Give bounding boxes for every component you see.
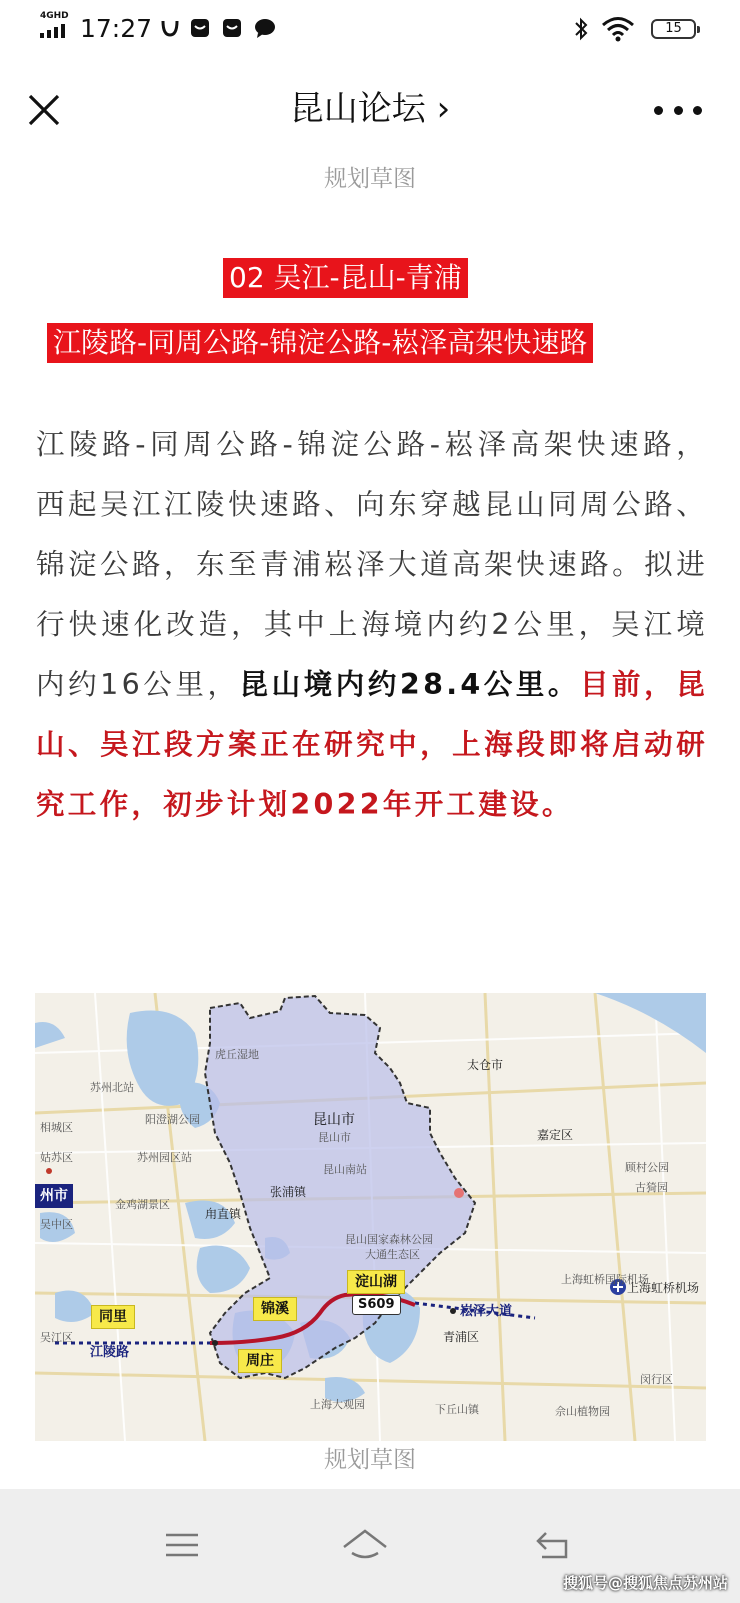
map-label: 阳澄湖公园 (145, 1113, 200, 1126)
map-label: 相城区 (40, 1121, 73, 1134)
map-label: 吴中区 (40, 1218, 73, 1231)
map-label: 苏州北站 (90, 1081, 134, 1094)
map-label: 吴江区 (40, 1331, 73, 1344)
back-icon[interactable] (532, 1525, 576, 1565)
bluetooth-icon (574, 14, 588, 44)
more-dot (693, 106, 702, 115)
page-title[interactable] (0, 87, 740, 131)
wifi-icon (600, 14, 636, 44)
map-label: 苏州园区站 (137, 1151, 192, 1164)
image-caption-bottom: 规划草图 (324, 1447, 416, 1473)
status-bar (0, 0, 740, 58)
message-icon (222, 17, 242, 39)
map-city-tag: 州市 (35, 1184, 73, 1208)
map-label: 虎丘湿地 (215, 1048, 259, 1061)
clock: 17:27 (80, 14, 153, 43)
map-road-songze: 崧泽大道 (460, 1304, 513, 1319)
map-label: 太仓市 (467, 1058, 504, 1072)
home-icon[interactable] (340, 1525, 390, 1565)
map-label: 青浦区 (443, 1330, 480, 1344)
map-label: 昆山国家森林公园 (345, 1233, 433, 1246)
map-label: 上海大观园 (310, 1398, 365, 1411)
map-tag-zhouzhuang: 周庄 (238, 1349, 282, 1373)
map-label: 嘉定区 (537, 1128, 574, 1142)
map-label: 闵行区 (640, 1373, 673, 1386)
tiktok-icon (160, 17, 180, 39)
map-label: 昆山市 (318, 1131, 351, 1144)
section-banner-roads: 江陵路-同周公路-锦淀公路-崧泽高架快速路 (47, 323, 593, 363)
map-label: 甪直镇 (205, 1207, 242, 1221)
map-tag-road-s609: S609 (352, 1295, 401, 1315)
more-icon[interactable] (654, 102, 702, 118)
map-label: 昆山市 (313, 1112, 355, 1128)
image-caption-top: 规划草图 (324, 166, 416, 192)
article-text: 江陵路-同周公路-锦淀公路-崧泽高架快速路，西起吴江江陵快速路、向东穿越昆山同周公路、锦淀公路，东至青浦崧泽大道高架快速路。拟进行快速化改造，其中上海境内约2公里，吴江境内约16公里， (36, 428, 708, 701)
more-dot (654, 106, 663, 115)
map-label: 佘山植物园 (555, 1405, 610, 1418)
article-highlight-text: 目前，昆山、吴江段方案正在研究中，上海段即将启动研究工作，初步计划2022年开工建设。 (36, 668, 709, 821)
map-label: 姑苏区 (40, 1151, 73, 1164)
route-map[interactable] (35, 993, 706, 1441)
map-tag-jinxi: 锦溪 (253, 1297, 297, 1321)
article-paragraph (36, 415, 708, 835)
chevron-right-icon: › (436, 89, 451, 129)
map-label: 张浦镇 (270, 1185, 307, 1199)
chat-icon (254, 17, 276, 39)
map-label: 顾村公园 (625, 1161, 669, 1174)
title-bar (0, 62, 740, 158)
map-graphic (35, 993, 706, 1441)
battery-indicator: 15 (651, 19, 696, 39)
more-dot (674, 106, 683, 115)
map-label: 金鸡湖景区 (115, 1198, 170, 1211)
map-label: 昆山南站 (323, 1163, 367, 1176)
map-label: 上海虹桥国际机场 (561, 1273, 649, 1286)
map-road-jiangling: 江陵路 (90, 1345, 130, 1360)
map-label: 上海虹桥机场 (627, 1281, 700, 1295)
watermark: 搜狐号@搜狐焦点苏州站 (562, 1574, 728, 1592)
map-tag-dianshan-lake: 淀山湖 (347, 1270, 405, 1294)
article-bold-text: 昆山境内约28.4公里。 (239, 668, 580, 701)
map-tag-tongli: 同里 (91, 1305, 135, 1329)
menu-icon[interactable] (160, 1525, 204, 1565)
message-icon (190, 17, 210, 39)
map-label: 大通生态区 (365, 1248, 420, 1261)
section-banner-route: 02 吴江-昆山-青浦 (223, 258, 468, 298)
map-label: 古猗园 (635, 1181, 668, 1194)
page-title-text: 昆山论坛 (289, 89, 426, 129)
map-label: 下丘山镇 (435, 1403, 479, 1416)
signal-icon (40, 24, 70, 38)
network-type: 4GHD (40, 11, 69, 21)
system-nav-bar (0, 1489, 740, 1603)
